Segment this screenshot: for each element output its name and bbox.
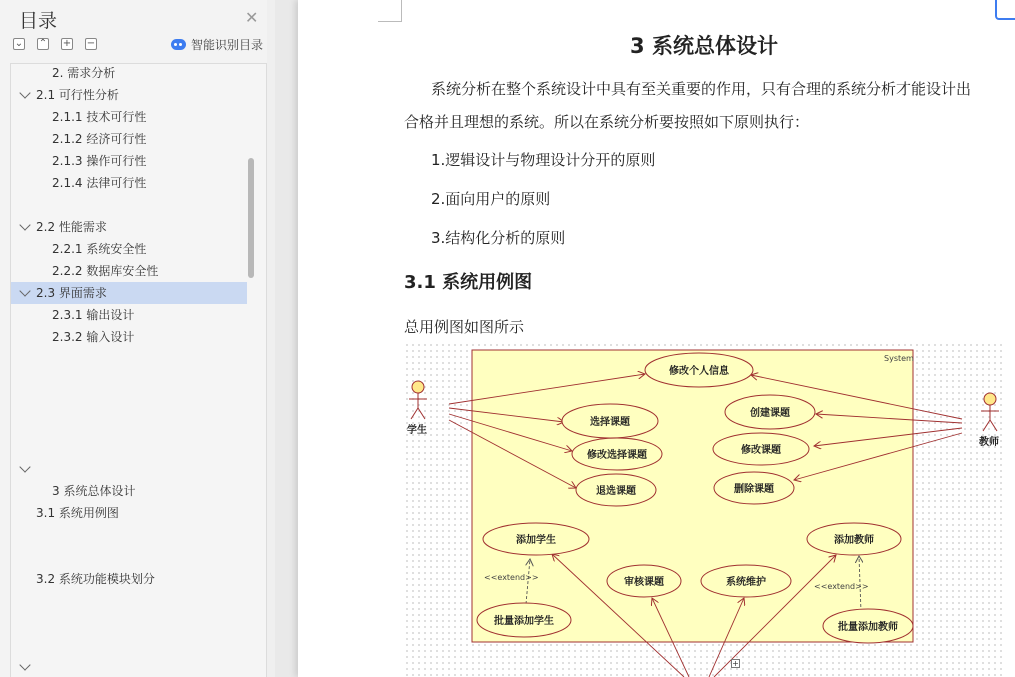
outline-item-label: 2.1.1 技术可行性 [52,110,147,124]
use-case-review-course[interactable] [607,565,681,597]
expand-all-icon[interactable]: ⌃ [38,38,48,49]
add-heading-icon[interactable]: + [62,38,72,49]
close-icon[interactable]: ✕ [245,8,259,27]
use-case-batch-add-teacher[interactable] [823,609,913,643]
use-case-label: 修改选择课题 [587,450,647,461]
use-case-batch-add-student[interactable] [477,603,571,637]
extend-label-student: <<extend>> [484,573,539,582]
section-heading: 3.1 系统用例图 [404,272,533,293]
system-label: System [884,354,914,363]
outline-item-label: 3 系统总体设计 [52,484,136,498]
document-page[interactable] [298,0,1015,677]
use-case-label: 选择课题 [590,417,630,428]
outline-item-label: 2.3.1 输出设计 [52,308,135,322]
outline-item[interactable] [11,216,247,238]
use-case-diagram[interactable] [404,342,1004,677]
use-case-label: 添加学生 [516,535,556,546]
use-case-delete-course[interactable] [714,472,794,504]
teacher-actor[interactable] [981,393,999,431]
ai-recognize-toc-label: 智能识别目录 [191,38,264,52]
use-case-label: 批量添加学生 [494,616,554,627]
outline-item-label: 2.2 性能需求 [36,220,107,234]
use-case-label: 删除课题 [734,484,774,495]
outline-item[interactable] [11,458,247,480]
outline-item[interactable] [11,282,247,304]
chapter-heading: 3 系统总体设计 [630,34,778,58]
use-case-modify-course[interactable] [713,433,809,465]
outline-item-label: 3.2 系统功能模块划分 [36,572,155,586]
chevron-down-icon[interactable] [19,285,30,296]
use-case-label: 退选课题 [596,486,636,497]
intro-paragraph-line1: 系统分析在整个系统设计中具有至关重要的作用，只有合理的系统分析才能设计出 [431,80,972,98]
outline-item-label: 2.1.2 经济可行性 [52,132,147,146]
use-case-label: 创建课题 [750,408,790,419]
outline-item-label: 2.2.2 数据库安全性 [52,264,159,278]
outline-item-label: 2.2.1 系统安全性 [52,242,147,256]
chevron-down-icon[interactable] [19,219,30,230]
use-case-system-maintenance[interactable] [701,565,791,597]
outline-item[interactable] [11,304,247,326]
use-case-modify-info[interactable] [645,353,753,387]
outline-item-label: 2.1.4 法律可行性 [52,176,147,190]
outline-tree [10,63,267,677]
use-case-add-student[interactable] [483,523,589,555]
intro-paragraph-line2: 合格并且理想的系统。所以在系统分析要按照如下原则执行： [404,113,810,131]
outline-item[interactable] [11,480,247,502]
outline-item-label: 3.1 系统用例图 [36,506,119,520]
outline-item[interactable] [11,260,247,282]
principle-item: 1.逻辑设计与物理设计分开的原则 [431,151,656,169]
outline-item[interactable] [11,106,247,128]
outline-item[interactable] [11,128,247,150]
outline-item[interactable] [11,84,247,106]
use-case-label: 修改课题 [741,445,781,456]
outline-item[interactable] [11,150,247,172]
floating-tool-icon[interactable] [995,0,1015,20]
outline-item[interactable] [11,568,247,590]
outline-scrollbar[interactable] [248,158,254,278]
use-case-withdraw-course[interactable] [576,474,656,506]
outline-item[interactable] [11,326,247,348]
outline-item-label: 2.1.3 操作可行性 [52,154,147,168]
teacher-actor-label: 教师 [979,437,999,448]
extend-label-teacher: <<extend>> [814,582,869,591]
outline-item-label: 2.3 界面需求 [36,286,107,300]
principle-item: 3.结构化分析的原则 [431,229,566,247]
ai-robot-icon [171,39,186,50]
outline-gutter [267,0,275,677]
collapse-all-icon[interactable]: ⌄ [14,38,24,49]
system-boundary [472,350,913,642]
outline-title: 目录 [19,10,58,32]
principle-item: 2.面向用户的原则 [431,190,551,208]
chevron-down-icon[interactable] [19,461,30,472]
outline-item-label: 2.3.2 输入设计 [52,330,135,344]
outline-item[interactable] [11,656,247,677]
student-actor-label: 学生 [407,425,427,436]
outline-item-label: 2. 需求分析 [52,66,116,80]
outline-item[interactable] [11,238,247,260]
use-case-label: 添加教师 [834,535,874,546]
outline-panel [0,0,275,677]
outline-item-label: 2.1 可行性分析 [36,88,119,102]
chevron-down-icon[interactable] [19,87,30,98]
diagram-caption: 总用例图如图所示 [404,318,525,336]
object-anchor-icon[interactable]: + [732,659,739,668]
chevron-down-icon[interactable] [19,659,30,670]
use-case-label: 审核课题 [624,577,664,588]
use-case-label: 修改个人信息 [669,366,729,377]
page-corner-mark [378,0,402,22]
use-case-create-course[interactable] [725,395,815,429]
use-case-label: 批量添加教师 [838,622,898,633]
outline-item[interactable] [11,63,247,84]
use-case-add-teacher[interactable] [807,523,901,555]
outline-item[interactable] [11,172,247,194]
student-actor[interactable] [409,381,427,419]
use-case-select-course[interactable] [562,404,658,438]
use-case-modify-selection[interactable] [572,438,662,470]
remove-heading-icon[interactable]: − [86,38,96,49]
use-case-label: 系统维护 [726,577,766,588]
ai-recognize-toc-button[interactable] [171,36,263,53]
outline-item[interactable] [11,502,247,524]
